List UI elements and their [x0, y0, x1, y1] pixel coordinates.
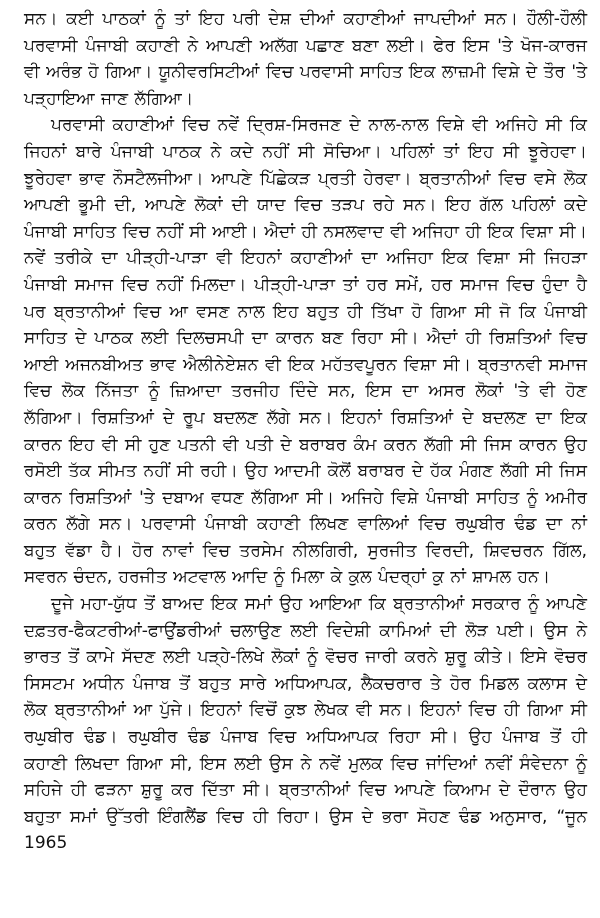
paragraph-2: ਪਰਵਾਸੀ ਕਹਾਣੀਆਂ ਵਿਚ ਨਵੇਂ ਦ੍ਰਿਸ਼-ਸਿਰਜਣ ਦੇ ਨਾਲ-ਨਾਲ ਵਿਸ਼ੇ ਵੀ ਅਜਿਹੇ ਸੀ ਕਿ ਜਿਹਨਾਂ ਬਾਰੇ ਪੰਜਾਬੀ ਪਾਠਕ ਨੇ ਕਦੇ ਨਹੀਂ ਸੀ ਸੋਚਿਆ। ਪਹਿਲਾਂ ਤਾਂ ਇਹ ਸੀ ਝੂਰੇਹਵਾ। ਝੂਰੇਹਵਾ ਭਾਵ ਨੌਸਟੈਲਜੀਆ। ਆਪਣੇ ਪਿੱਛੇਕੜ ਪ੍ਰਤੀ ਹੇਰਵਾ। ਬ੍ਰਤਾਨੀਆਂ ਵਿਚ ਵਸੇ ਲੋਕ ਆਪਣੀ ਭੂਮੀ ਦੀ, ਆਪਣੇ ਲੋਕਾਂ ਦੀ ਯਾਦ ਵਿਚ ਤੜਪ ਰਹੇ ਸਨ। ਇਹ ਗੱਲ ਪਹਿਲਾਂ ਕਦੇ ਪੰਜਾਬੀ ਸਾਹਿਤ ਵਿਚ ਨਹੀਂ ਸੀ ਆਈ। ਐਦਾਂ ਹੀ ਨਸਲਵਾਦ ਵੀ ਅਜਿਹਾ ਹੀ ਇਕ ਵਿਸ਼ਾ ਸੀ। ਨਵੇਂ ਤਰੀਕੇ ਦਾ ਪੀੜ੍ਹੀ-ਪਾੜਾ ਵੀ ਇਹਨਾਂ ਕਹਾਣੀਆਂ ਦਾ ਅਜਿਹਾ ਇਕ ਵਿਸ਼ਾ ਸੀ ਜਿਹੜਾ ਪੰਜਾਬੀ ਸਮਾਜ ਵਿਚ ਨਹੀਂ ਮਿਲਦਾ। ਪੀੜ੍ਹੀ-ਪਾੜਾ ਤਾਂ ਹਰ ਸਮੇਂ, ਹਰ ਸਮਾਜ ਵਿਚ ਹੁੰਦਾ ਹੈ ਪਰ ਬ੍ਰਤਾਨੀਆਂ ਵਿਚ ਆ ਵਸਣ ਨਾਲ ਇਹ ਬਹੁਤ ਹੀ ਤਿੱਖਾ ਹੋ ਗਿਆ ਸੀ ਜੋ ਕਿ ਪੰਜਾਬੀ ਸਾਹਿਤ ਦੇ ਪਾਠਕ ਲਈ ਦਿਲਚਸਪੀ ਦਾ ਕਾਰਨ ਬਣ ਰਿਹਾ ਸੀ। ਐਦਾਂ ਹੀ ਰਿਸ਼ਤਿਆਂ ਵਿਚ ਆਈ ਅਜਨਬੀਅਤ ਭਾਵ ਐਲੀਨੇਏਸ਼ਨ ਵੀ ਇਕ ਮਹੱਤਵਪੂਰਨ ਵਿਸ਼ਾ ਸੀ। ਬ੍ਰਤਾਨਵੀ ਸਮਾਜ ਵਿਚ ਲੋਕ ਨਿੱਜਤਾ ਨੂੰ ਜ਼ਿਆਦਾ ਤਰਜੀਹ ਦਿੰਦੇ ਸਨ, ਇਸ ਦਾ ਅਸਰ ਲੋਕਾਂ 'ਤੇ ਵੀ ਹੋਣ ਲੱਗਿਆ। ਰਿਸ਼ਤਿਆਂ ਦੇ ਰੂਪ ਬਦਲਣ ਲੱਗੇ ਸਨ। ਇਹਨਾਂ ਰਿਸ਼ਤਿਆਂ ਦੇ ਬਦਲਣ ਦਾ ਇਕ ਕਾਰਨ ਇਹ ਵੀ ਸੀ ਹੁਣ ਪਤਨੀ ਵੀ ਪਤੀ ਦੇ ਬਰਾਬਰ ਕੰਮ ਕਰਨ ਲੱਗੀ ਸੀ ਜਿਸ ਕਾਰਨ ਉਹ ਰਸੋਈ ਤੱਕ ਸੀਮਤ ਨਹੀਂ ਸੀ ਰਹੀ। ਉਹ ਆਦਮੀ ਕੋਲੋਂ ਬਰਾਬਰ ਦੇ ਹੱਕ ਮੰਗਣ ਲੱਗੀ ਸੀ ਜਿਸ ਕਾਰਨ ਰਿਸ਼ਤਿਆਂ 'ਤੇ ਦਬਾਅ ਵਧਣ ਲੱਗਿਆ ਸੀ। ਅਜਿਹੇ ਵਿਸ਼ੇ ਪੰਜਾਬੀ ਸਾਹਿਤ ਨੂੰ ਅਮੀਰ ਕਰਨ ਲੱਗੇ ਸਨ। ਪਰਵਾਸੀ ਪੰਜਾਬੀ ਕਹਾਣੀ ਲਿਖਣ ਵਾਲਿਆਂ ਵਿਚ ਰਘੁਬੀਰ ਢੰਡ ਦਾ ਨਾਂ ਬਹੁਤ ਵੱਡਾ ਹੈ। ਹੋਰ ਨਾਵਾਂ ਵਿਚ ਤਰਸੇਮ ਨੀਲਗਿਰੀ, ਸੁਰਜੀਤ ਵਿਰਦੀ, ਸ਼ਿਵਚਰਨ ਗਿੱਲ, ਸਵਰਨ ਚੰਦਨ, ਹਰਜੀਤ ਅਟਵਾਲ ਆਦਿ ਨੂੰ ਮਿਲਾ ਕੇ ਕੁਲ ਪੰਦਰ੍ਹਾਂ ਕੁ ਨਾਂ ਸ਼ਾਮਲ ਹਨ। — [24, 115, 587, 588]
paragraph-1: ਸਨ। ਕਈ ਪਾਠਕਾਂ ਨੂੰ ਤਾਂ ਇਹ ਪਰੀ ਦੇਸ਼ ਦੀਆਂ ਕਹਾਣੀਆਂ ਜਾਪਦੀਆਂ ਸਨ। ਹੌਲੀ-ਹੌਲੀ ਪਰਵਾਸੀ ਪੰਜਾਬੀ ਕਹਾਣੀ ਨੇ ਆਪਣੀ ਅਲੱਗ ਪਛਾਣ ਬਣਾ ਲਈ। ਫੇਰ ਇਸ 'ਤੇ ਖੋਜ-ਕਾਰਜ ਵੀ ਅਰੰਭ ਹੋ ਗਿਆ। ਯੂਨੀਵਰਸਿਟੀਆਂ ਵਿਚ ਪਰਵਾਸੀ ਸਾਹਿਤ ਇਕ ਲਾਜ਼ਮੀ ਵਿਸ਼ੇ ਦੇ ਤੌਰ 'ਤੇ ਪੜ੍ਹਾਇਆ ਜਾਣ ਲੱਗਿਆ। — [24, 9, 587, 109]
paragraph-3: ਦੂਜੇ ਮਹਾ-ਯੁੱਧ ਤੋਂ ਬਾਅਦ ਇਕ ਸਮਾਂ ਉਹ ਆਇਆ ਕਿ ਬ੍ਰਤਾਨੀਆਂ ਸਰਕਾਰ ਨੂੰ ਆਪਣੇ ਦਫ਼ਤਰ-ਫੈਕਟਰੀਆਂ-ਫਾਉਂਡਰੀਆਂ ਚਲਾਉਣ ਲਈ ਵਿਦੇਸ਼ੀ ਕਾਮਿਆਂ ਦੀ ਲੋੜ ਪਈ। ਉਸ ਨੇ ਭਾਰਤ ਤੋਂ ਕਾਮੇ ਸੱਦਣ ਲਈ ਪੜ੍ਹੇ-ਲਿਖੇ ਲੋਕਾਂ ਨੂੰ ਵੋਚਰ ਜਾਰੀ ਕਰਨੇ ਸ਼ੁਰੂ ਕੀਤੇ। ਇਸੇ ਵੋਚਰ ਸਿਸਟਮ ਅਧੀਨ ਪੰਜਾਬ ਤੋਂ ਬਹੁਤ ਸਾਰੇ ਅਧਿਆਪਕ, ਲੈਕਚਰਾਰ ਤੇ ਹੋਰ ਮਿਡਲ ਕਲਾਸ ਦੇ ਲੋਕ ਬ੍ਰਤਾਨੀਆਂ ਆ ਪੁੱਜੇ। ਇਹਨਾਂ ਵਿਚੋਂ ਕੁਝ ਲੇਖਕ ਵੀ ਸਨ। ਇਹਨਾਂ ਵਿਚ ਹੀ ਗਿਆ ਸੀ ਰਘੁਬੀਰ ਢੰਡ। ਰਘੁਬੀਰ ਢੰਡ ਪੰਜਾਬ ਵਿਚ ਅਧਿਆਪਕ ਰਿਹਾ ਸੀ। ਉਹ ਪੰਜਾਬ ਤੋਂ ਹੀ ਕਹਾਣੀ ਲਿਖਦਾ ਗਿਆ ਸੀ, ਇਸ ਲਈ ਉਸ ਨੇ ਨਵੇਂ ਮੁਲਕ ਵਿਚ ਜਾਂਦਿਆਂ ਨਵੀਂ ਸੰਵੇਦਨਾ ਨੂੰ ਸਹਿਜੇ ਹੀ ਫੜਨਾ ਸ਼ੁਰੂ ਕਰ ਦਿੱਤਾ ਸੀ। ਬ੍ਰਤਾਨੀਆਂ ਵਿਚ ਆਪਣੇ ਕਿਆਮ ਦੇ ਦੌਰਾਨ ਉਹ ਬਹੁਤਾ ਸਮਾਂ ਉੱਤਰੀ ਇੰਗਲੈਂਡ ਵਿਚ ਹੀ ਰਿਹਾ। ਉਸ ਦੇ ਭਰਾ ਸੋਹਣ ਢੰਡ ਅਨੁਸਾਰ, “ਜੂਨ 1965 — [24, 594, 587, 854]
